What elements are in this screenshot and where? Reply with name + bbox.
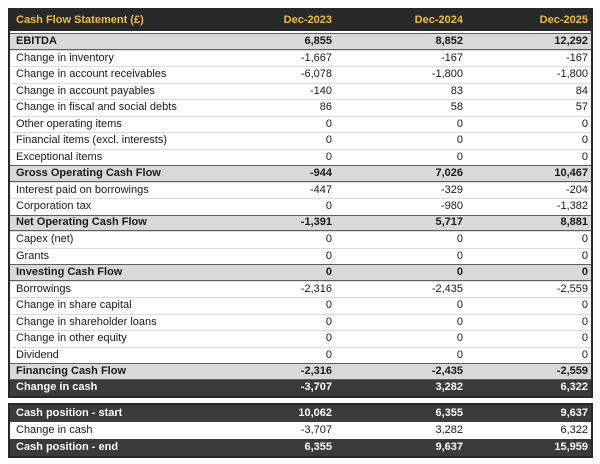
row-value: 0 (325, 349, 332, 361)
table-row (10, 198, 591, 215)
row-value: 10,062 (298, 408, 332, 419)
row-value: -204 (565, 184, 588, 196)
row-value: -1,382 (556, 201, 588, 213)
row-value: -2,559 (556, 365, 588, 377)
row-value: 3,282 (435, 382, 463, 394)
table-body (10, 33, 591, 396)
row-value: 7,026 (435, 167, 463, 179)
row-value: -447 (309, 184, 332, 196)
row-value: 0 (456, 316, 463, 328)
row-value: 0 (325, 300, 332, 312)
row-value: 0 (456, 151, 463, 163)
row-value: 6,322 (560, 382, 588, 394)
cash-flow-statement (8, 8, 593, 458)
row-value: -3,707 (300, 425, 332, 436)
row-label: Change in cash (16, 425, 93, 436)
table-row (10, 149, 591, 166)
row-value: 0 (581, 333, 588, 345)
column-header-dec-2024: Dec-2024 (414, 15, 463, 26)
table-row (10, 347, 591, 364)
cash-position-table (8, 403, 593, 458)
row-label: Change in share capital (16, 300, 132, 312)
row-label: Financing Cash Flow (16, 365, 127, 377)
row-value: 0 (456, 234, 463, 246)
row-value: 6,355 (304, 442, 332, 453)
row-value: 0 (581, 234, 588, 246)
row-value: 0 (456, 250, 463, 262)
row-label: Change in account receivables (16, 69, 167, 81)
row-label: Corporation tax (16, 201, 92, 213)
row-value: 0 (456, 118, 463, 130)
cash-position-body (10, 405, 591, 456)
row-value: 0 (456, 300, 463, 312)
row-label: Change in shareholder loans (16, 316, 157, 328)
row-label: EBITDA (16, 35, 57, 47)
table-row (10, 83, 591, 100)
table-header-row (10, 10, 591, 33)
row-value: 0 (456, 333, 463, 345)
row-value: 86 (319, 102, 332, 114)
table-row (10, 99, 591, 116)
row-value: 0 (581, 266, 588, 278)
row-value: 9,637 (560, 408, 588, 419)
table-row (10, 116, 591, 133)
row-value: 0 (456, 135, 463, 147)
row-value: 0 (325, 118, 332, 130)
row-label: Change in other equity (16, 333, 127, 345)
row-value: 8,881 (560, 217, 588, 229)
row-label: Borrowings (16, 283, 72, 295)
table-row (10, 264, 591, 281)
row-value: 58 (450, 102, 463, 114)
row-value: 0 (581, 300, 588, 312)
table-row (10, 439, 591, 456)
row-label: Financial items (excl. interests) (16, 135, 167, 147)
row-value: 84 (575, 85, 588, 97)
row-value: 6,855 (304, 35, 332, 47)
row-value: -167 (440, 52, 463, 64)
table-row (10, 231, 591, 248)
row-value: 0 (325, 250, 332, 262)
row-value: 57 (575, 102, 588, 114)
column-header-dec-2023: Dec-2023 (283, 15, 332, 26)
table-row (10, 281, 591, 298)
row-value: -1,667 (300, 52, 332, 64)
row-label: Dividend (16, 349, 59, 361)
row-value: 0 (325, 135, 332, 147)
row-value: 10,467 (554, 167, 588, 179)
row-value: 0 (581, 316, 588, 328)
table-row (10, 66, 591, 83)
row-label: Change in account payables (16, 85, 155, 97)
row-value: -1,391 (300, 217, 332, 229)
table-row (10, 248, 591, 265)
row-value: 15,959 (554, 442, 588, 453)
row-value: 8,852 (435, 35, 463, 47)
row-value: 0 (581, 151, 588, 163)
row-value: 0 (456, 349, 463, 361)
row-value: 83 (450, 85, 463, 97)
column-header-dec-2025: Dec-2025 (539, 15, 588, 26)
row-label: Net Operating Cash Flow (16, 217, 147, 229)
row-value: 5,717 (435, 217, 463, 229)
row-label: Interest paid on borrowings (16, 184, 149, 196)
row-label: Change in cash (16, 382, 98, 394)
table-row (10, 363, 591, 380)
row-value: 12,292 (554, 35, 588, 47)
main-table (8, 8, 593, 398)
table-row (10, 33, 591, 50)
row-value: -1,800 (431, 69, 463, 81)
row-value: 0 (456, 266, 463, 278)
row-label: Grants (16, 250, 50, 262)
row-value: 0 (325, 234, 332, 246)
row-value: 0 (581, 135, 588, 147)
row-value: 0 (581, 118, 588, 130)
table-row (10, 215, 591, 232)
table-row (10, 165, 591, 182)
row-value: 0 (325, 201, 332, 213)
row-value: 9,637 (435, 442, 463, 453)
row-value: 0 (581, 349, 588, 361)
row-value: -980 (440, 201, 463, 213)
row-label: Other operating items (16, 118, 122, 130)
row-label: Change in inventory (16, 52, 114, 64)
row-label: Capex (net) (16, 234, 74, 246)
row-label: Cash position - end (16, 442, 119, 453)
row-value: -3,707 (300, 382, 332, 394)
table-row (10, 297, 591, 314)
row-value: -140 (309, 85, 332, 97)
table-title: Cash Flow Statement (£) (16, 15, 144, 26)
row-value: 3,282 (435, 425, 463, 436)
row-value: 6,322 (560, 425, 588, 436)
row-label: Exceptional items (16, 151, 103, 163)
table-row (10, 50, 591, 67)
table-row (10, 132, 591, 149)
table-row (10, 330, 591, 347)
row-value: -329 (440, 184, 463, 196)
row-value: -2,435 (431, 365, 463, 377)
row-value: -944 (309, 167, 332, 179)
row-label: Change in fiscal and social debts (16, 102, 177, 114)
row-value: -1,800 (556, 69, 588, 81)
row-value: -2,316 (300, 365, 332, 377)
row-value: -2,435 (431, 283, 463, 295)
row-value: 0 (325, 316, 332, 328)
table-row (10, 182, 591, 199)
table-row (10, 380, 591, 397)
row-label: Investing Cash Flow (16, 266, 123, 278)
row-value: -2,559 (556, 283, 588, 295)
table-row (10, 405, 591, 422)
row-value: -6,078 (300, 69, 332, 81)
row-value: 0 (325, 151, 332, 163)
row-value: 0 (325, 266, 332, 278)
table-row (10, 314, 591, 331)
row-value: -167 (565, 52, 588, 64)
row-value: -2,316 (300, 283, 332, 295)
row-label: Cash position - start (16, 408, 123, 419)
row-label: Gross Operating Cash Flow (16, 167, 161, 179)
row-value: 6,355 (435, 408, 463, 419)
row-value: 0 (325, 333, 332, 345)
row-value: 0 (581, 250, 588, 262)
table-row (10, 422, 591, 439)
